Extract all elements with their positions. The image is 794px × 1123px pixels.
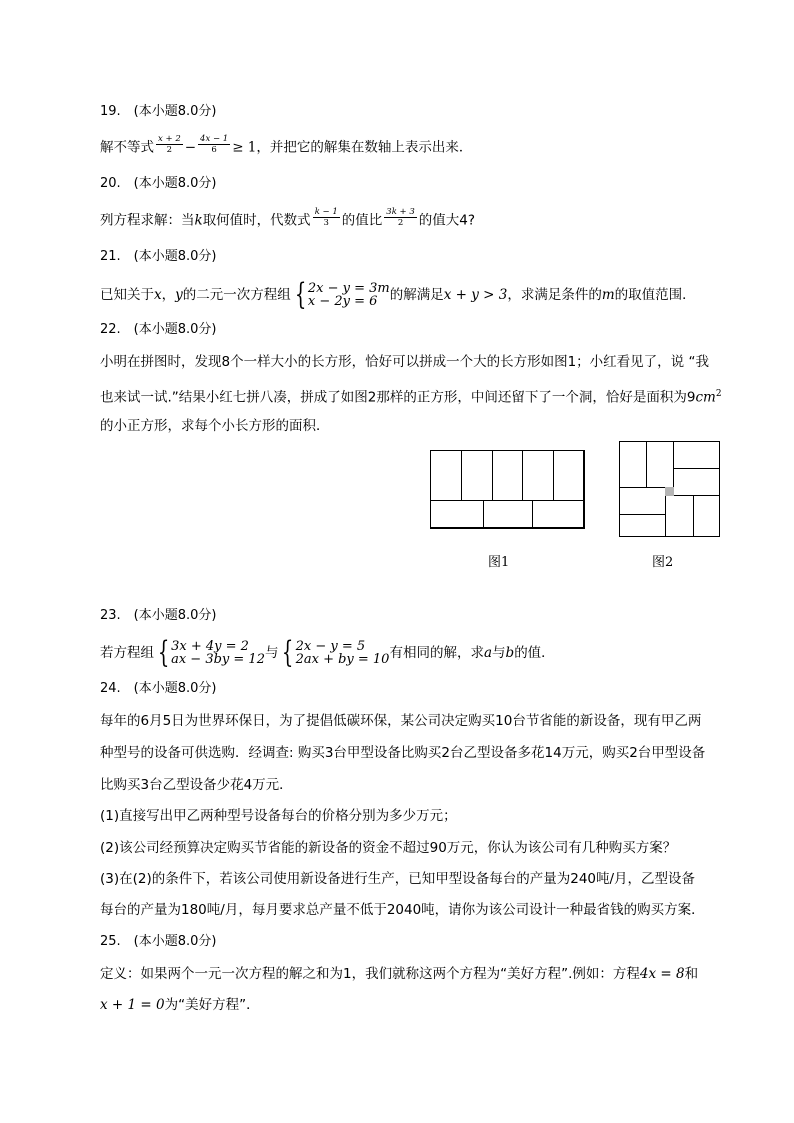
q22-line-3: 的小正方形，求每个小长方形的面积． <box>100 418 330 434</box>
fig2-rect <box>665 495 694 537</box>
q20-fraction-2: $\frac{3k + 3}{2}$ <box>386 207 415 228</box>
q24-subquestion-3a: (3)在(2)的条件下，若该公司使用新设备进行生产，已知甲型设备每台的产量为240吨/月，乙型设备 <box>100 871 696 887</box>
fig1-rect <box>461 450 493 501</box>
q25-line-2: x + 1 = 0为“美好方程”． <box>100 997 260 1013</box>
q25-line-1: 定义：如果两个一元一次方程的解之和为1，我们就称这两个方程为“美好方程”.例如：方程4x = 8和 <box>100 966 699 982</box>
fig2-rect <box>673 441 720 469</box>
fig1-rect <box>483 500 533 529</box>
figure-1-caption: 图1 <box>488 555 510 570</box>
q25-header: 25. (本小题8.0分) <box>100 934 217 949</box>
fig2-rect <box>619 487 666 515</box>
q23-equation-system-a: { 3x + 4y = 2 ax − 3by = 12 <box>157 635 265 670</box>
q19-fraction-2: $\frac{4x - 1}{6}$ <box>200 134 229 155</box>
q23-equation-system-b: { 2x − y = 5 2ax + by = 10 <box>282 635 390 670</box>
fig2-rect <box>619 441 647 488</box>
fig1-rect <box>522 450 554 501</box>
q24-subquestion-1: (1)直接写出甲乙两种型号设备每台的价格分别为多少万元； <box>100 808 457 824</box>
fig1-rect <box>532 500 585 529</box>
fig2-rect <box>693 495 720 537</box>
q24-subquestion-2: (2)该公司经预算决定购买节省能的新设备的资金不超过90万元，你认为该公司有几种购买方案？ <box>100 840 677 856</box>
q24-para-line-1: 每年的6月5日为世界环保日，为了提倡低碳环保，某公司决定购买10台节省能的新设备，现有甲乙两 <box>100 713 702 729</box>
q22-line-2: 也来试一试.”结果小红七拼八凑，拼成了如图2那样的正方形，中间还留下了一个洞，恰好是面积为$9cm^2$ <box>100 389 722 406</box>
fig2-rect <box>619 514 666 537</box>
fig1-rect <box>492 450 523 501</box>
q21-header: 21. (本小题8.0分) <box>100 249 217 264</box>
fig1-rect <box>430 450 462 501</box>
fig1-rect <box>430 500 484 529</box>
fig2-rect <box>646 441 674 488</box>
fig2-hole-square <box>665 487 674 496</box>
fig1-rect <box>553 450 585 501</box>
figure-2 <box>619 441 720 537</box>
q21-text: 已知关于x，y的二元一次方程组 { 2x − y = 3m x − 2y = 6 的解满足x + y > 3，求满足条件的m的取值范围． <box>100 277 696 312</box>
q19-header: 19. (本小题8.0分) <box>100 104 217 119</box>
q24-para-line-3: 比购买3台乙型设备少花4万元． <box>100 777 293 793</box>
q19-text: 解不等式 $\frac{x + 2}{2}$ − $\frac{4x - 1}{6}$ ≥ 1，并把它的解集在数轴上表示出来． <box>100 134 473 156</box>
q23-text: 若方程组 { 3x + 4y = 2 ax − 3by = 12 与 { 2x − y = 5 2ax + by = 10 有相同的解，求a与b的值． <box>100 635 555 670</box>
q21-equation-system: { 2x − y = 3m x − 2y = 6 <box>294 277 390 312</box>
fig2-rect <box>673 468 720 496</box>
q24-header: 24. (本小题8.0分) <box>100 681 217 696</box>
q23-header: 23. (本小题8.0分) <box>100 608 217 623</box>
q24-para-line-2: 种型号的设备可供选购．经调查: 购买3台甲型设备比购买2台乙型设备多花14万元，购买2台甲型设备 <box>100 745 706 761</box>
q20-text: 列方程求解：当k取何值时，代数式 $\frac{k - 1}{3}$ 的值比 $\frac{3k + 3}{2}$ 的值大4? <box>100 207 476 229</box>
q22-header: 22. (本小题8.0分) <box>100 322 217 337</box>
figure-1 <box>430 450 584 528</box>
q20-header: 20. (本小题8.0分) <box>100 176 217 191</box>
q24-subquestion-3b: 每台的产量为180吨/月，每月要求总产量不低于2040吨，请你为该公司设计一种最省钱的购买方案． <box>100 902 705 918</box>
q20-fraction-1: $\frac{k - 1}{3}$ <box>314 207 338 228</box>
figure-2-caption: 图2 <box>652 555 674 570</box>
q19-fraction-1: $\frac{x + 2}{2}$ <box>158 134 181 155</box>
q22-line-1: 小明在拼图时，发现8个一样大小的长方形，恰好可以拼成一个大的长方形如图1；小红看见了，说 “我 <box>100 354 709 370</box>
